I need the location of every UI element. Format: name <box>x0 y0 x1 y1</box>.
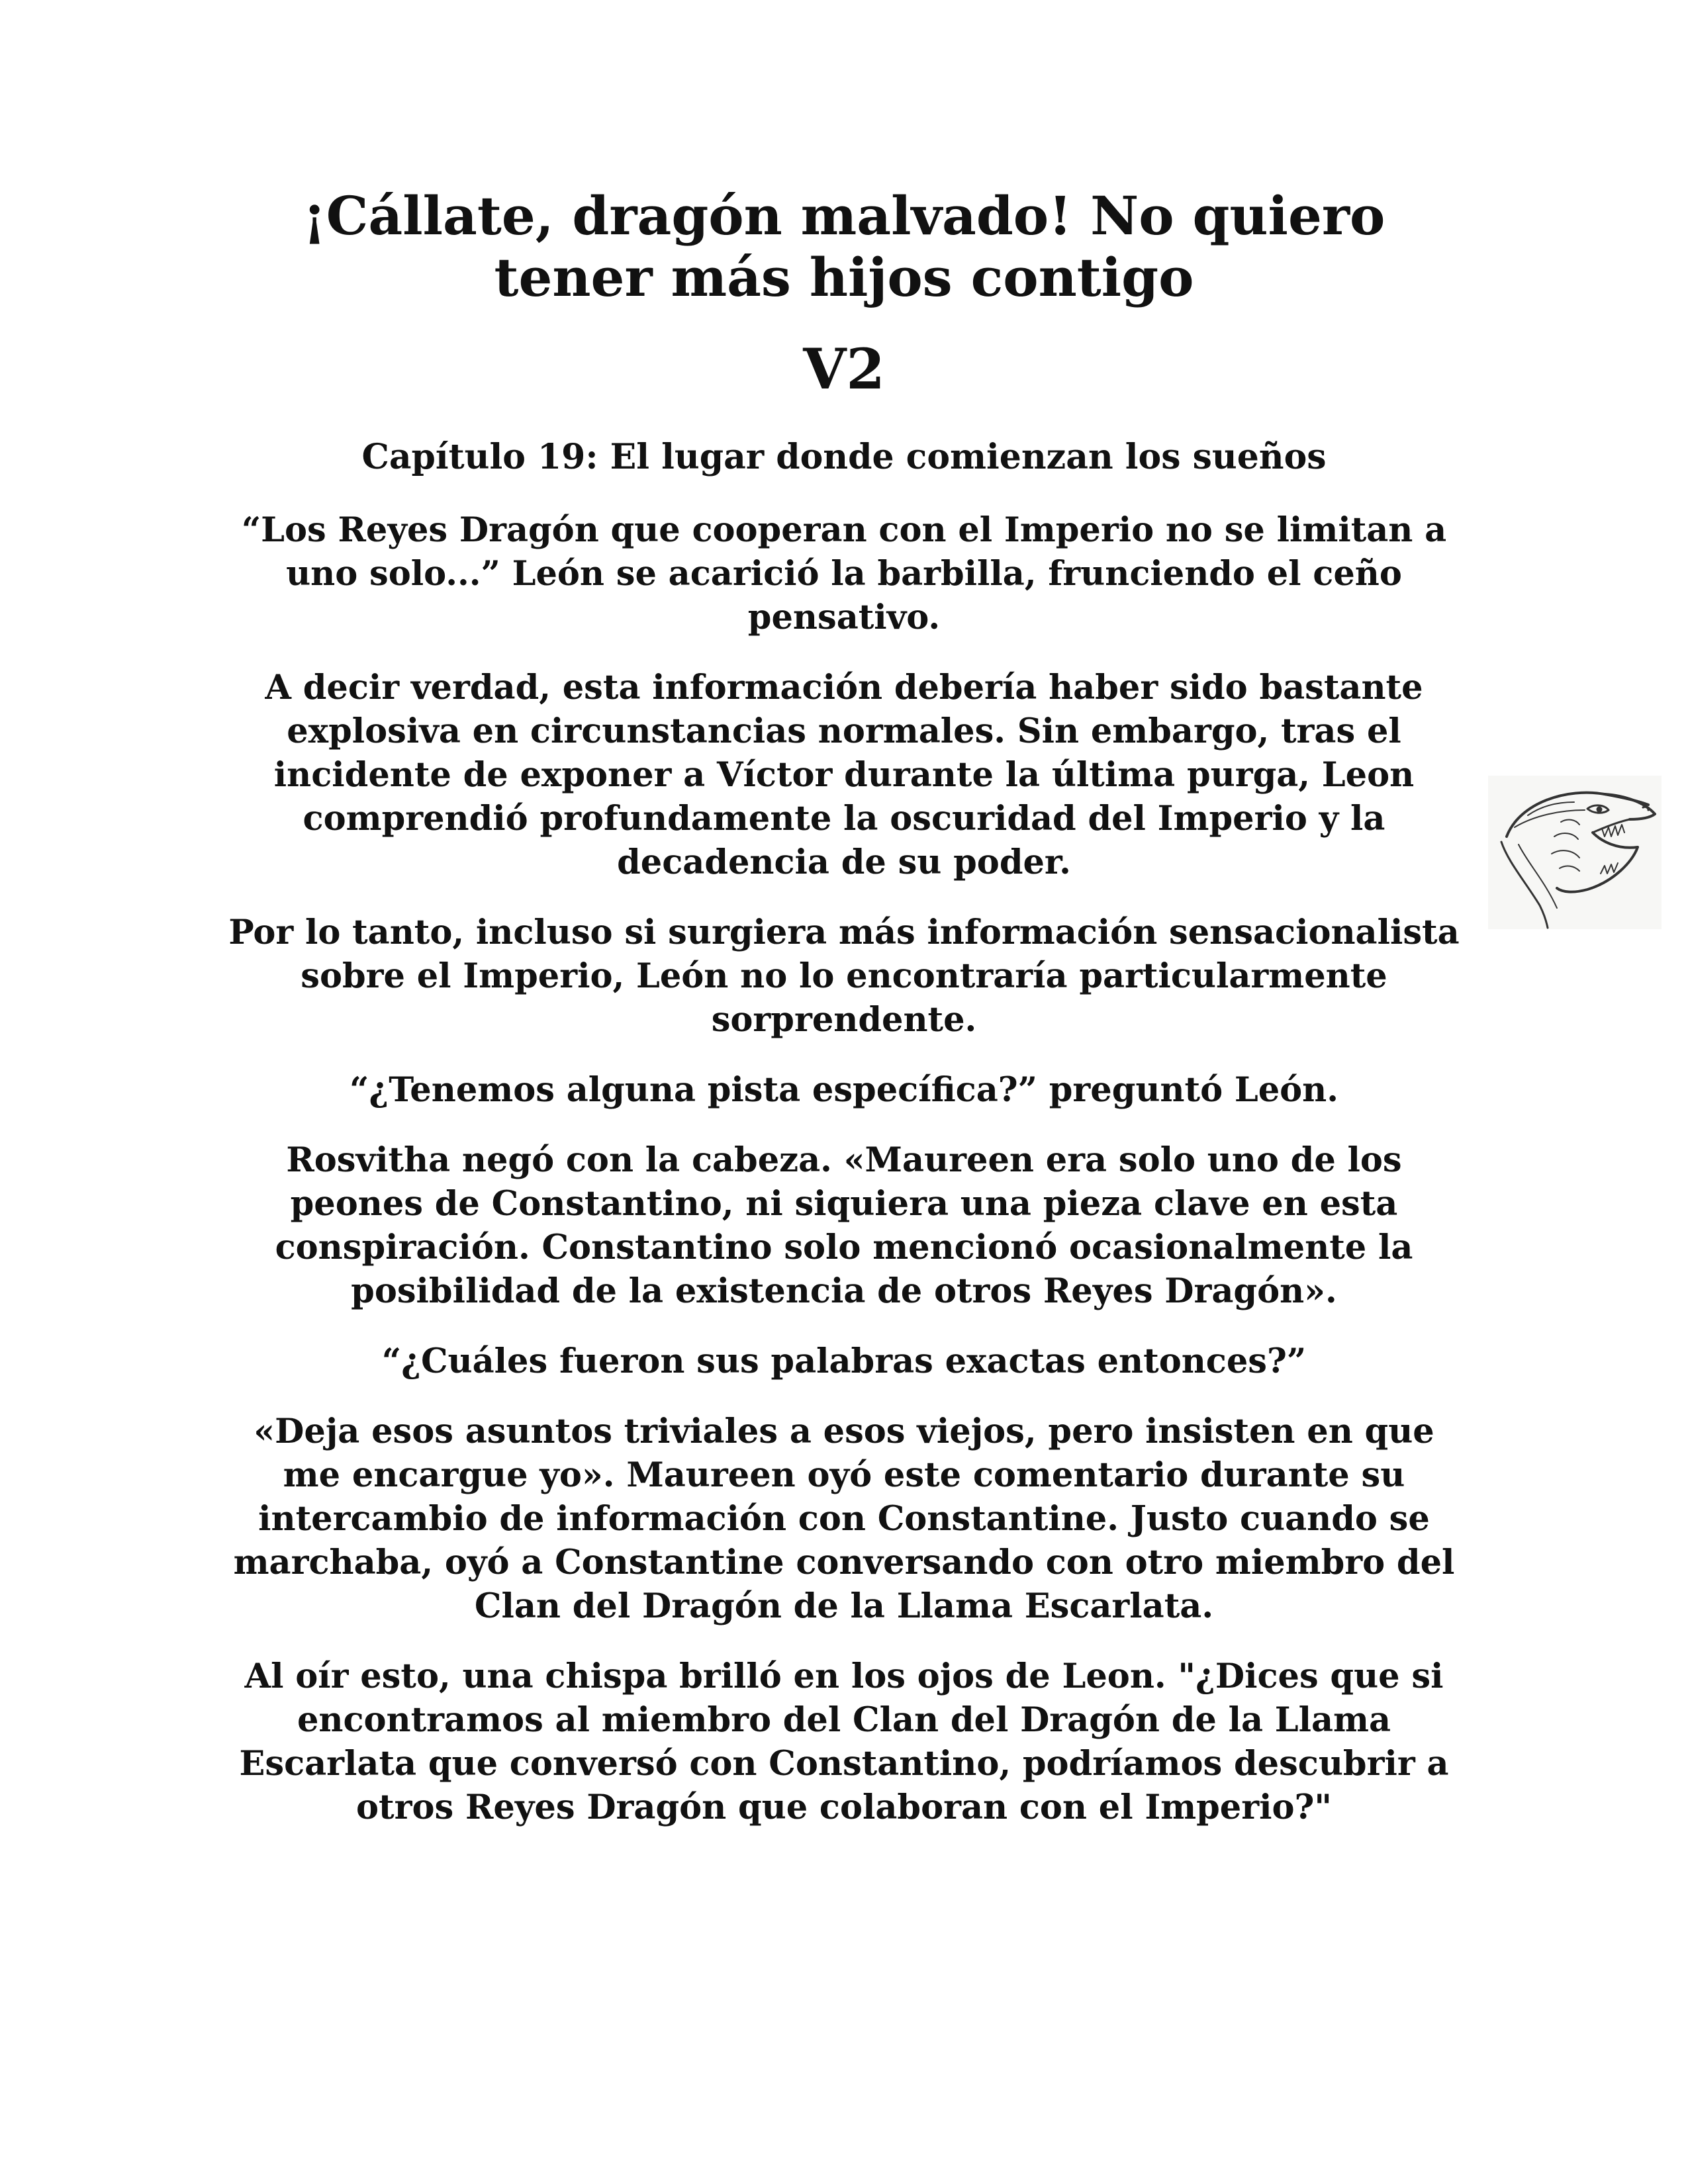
paragraph-4: “¿Tenemos alguna pista específica?” preguntó León. <box>349 1070 1339 1111</box>
paragraph-6: “¿Cuáles fueron sus palabras exactas entonces?” <box>381 1342 1307 1382</box>
paragraph-2: A decir verdad, esta información debería haber sido bastante explosiva en circunstancias normales. Sin embargo, tras el incidente de exponer a Víctor durante la última purga, Leon comprendió profundamente la oscuridad del Imperio y la decadencia de su poder. <box>265 668 1423 883</box>
paragraph-3: Por lo tanto, incluso si surgiera más información sensacionalista sobre el Imperio, León no lo encontraría particularmente sorprendente. <box>228 913 1460 1040</box>
paragraph-5: Rosvitha negó con la cabeza. «Maureen era solo uno de los peones de Constantino, ni siquiera una pieza clave en esta conspiración. Constantino solo mencionó ocasionalmente la posibilidad de la existencia de otros Reyes Dragón». <box>275 1140 1413 1312</box>
chapter-heading: Capítulo 19: El lugar donde comienzan los sueños <box>361 436 1327 477</box>
volume-label: V2 <box>803 336 885 402</box>
paragraph-7: «Deja esos asuntos triviales a esos viejos, pero insisten en que me encargue yo». Maureen oyó este comentario durante su intercambio de información con Constantine. Justo cuando se marchaba, oyó a Constantine conversando con otro miembro del Clan del Dragón de la Llama Escarlata. <box>233 1412 1455 1627</box>
document-title: ¡Cállate, dragón malvado! No quiero tener más hijos contigo <box>303 185 1385 308</box>
paragraph-1: “Los Reyes Dragón que cooperan con el Imperio no se limitan a uno solo...” León se acarició la barbilla, frunciendo el ceño pensativo. <box>241 510 1447 638</box>
dragon-head-sketch-icon <box>1488 776 1662 929</box>
paragraph-8: Al oír esto, una chispa brilló en los ojos de Leon. "¿Dices que si encontramos al miembro del Clan del Dragón de la Llama Escarlata que conversó con Constantino, podríamos descubrir a otros Reyes Dragón que colaboran con el Imperio?" <box>239 1657 1449 1828</box>
document-page <box>225 185 1463 1829</box>
